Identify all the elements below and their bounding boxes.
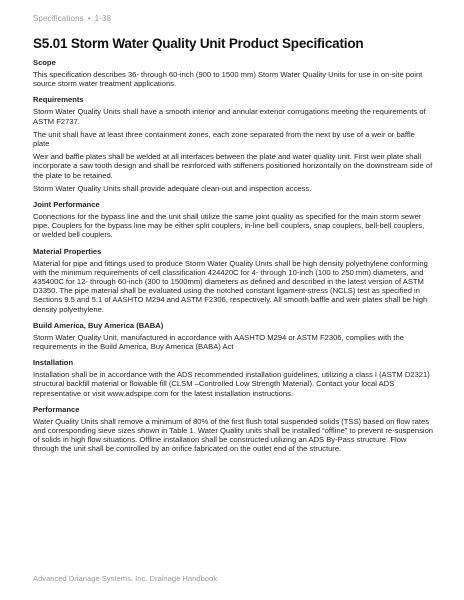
section-installation xyxy=(33,358,433,398)
paragraph: Installation shall be in accordance with the ADS recommended installation guidelines, utilizing a class I (ASTM D2321) structural backfill material or flowable fill (CLSM –Controlled Low Strength Material). Contact your local ADS representative or visit www.adspipe.com for the latest installation instructions. xyxy=(33,370,430,398)
section-heading: Scope xyxy=(33,58,56,67)
paragraph: The unit shall have at least three containment zones, each zone separated from the next by use of a weir or baffle plate xyxy=(33,129,415,149)
section-material-properties xyxy=(33,247,433,314)
header-section: Specifications xyxy=(33,14,84,23)
section-joint-performance xyxy=(33,200,433,240)
paragraph: Storm Water Quality Unit, manufactured in accordance with AASHTO M294 or ASTM F2306, complies with the requirements in the Build America, Buy America (BABA) Act xyxy=(33,332,404,352)
section-heading: Performance xyxy=(33,404,80,414)
paragraph: Water Quality Units shall remove a minimum of 80% of the first flush total suspended solids (TSS) based on flow rates and corresponding sieve sizes shown in Table 1. Water Quality units shall be installed “offline” to prevent re-suspension of solids in high flow situations. Offline installation shall be constructed utilizing an ADS By-Pass structure. Flow through the unit shall be controlled by an orifice fabricated on the outlet end of the structure. xyxy=(33,416,434,454)
page-title: S5.01 Storm Water Quality Unit Product Specification xyxy=(33,36,364,51)
paragraph: Material for pipe and fittings used to produce Storm Water Quality Units shall be high density polyethylene conforming with the minimum requirements of cell classification 424420C for 4- through 10-inch (100 to 250 mm) diameters, and 435400C for 12- through 60-inch (300 to 1500mm) diameters as defined and described in the latest version of ASTM D3350. The pipe material shall be evaluated using the notched constant ligament-stress (NCLS) test as specified in Sections 9.5 and 5.1 of AASHTO M294 and ASTM F2306, respectively. All smooth baffle and weir plates shall be high density polyethylene. xyxy=(33,258,428,314)
header-separator: • xyxy=(87,14,91,23)
paragraph: Connections for the bypass line and the unit shall utilize the same joint quality as specified for the main storm sewer pipe. Couplers for the bypass line may be either split couplers, in-line bell couplers, snap couplers, bell-bell couplers, or welded bell couplers. xyxy=(33,212,425,240)
section-heading: Requirements xyxy=(33,95,84,105)
section-heading: Joint Performance xyxy=(33,200,100,210)
section-heading: Build America, Buy America (BABA) xyxy=(33,320,164,330)
section-performance xyxy=(33,405,433,454)
spec-content xyxy=(33,58,433,461)
section-heading: Material Properties xyxy=(33,246,102,256)
section-baba xyxy=(33,321,433,351)
paragraph: Storm Water Quality Units shall have a smooth interior and annular exterior corrugations meeting the requirements of ASTM F2737. xyxy=(33,107,426,126)
paragraph: Storm Water Quality Units shall provide adequate clean-out and inspection access. xyxy=(33,183,312,193)
paragraph: This specification describes 36- through 60-inch (900 to 1500 mm) Storm Water Quality Units for use in on-site point source storm water treatment applications. xyxy=(33,70,423,89)
running-header xyxy=(33,14,111,23)
section-heading: Installation xyxy=(33,358,74,368)
paragraph: Weir and baffle plates shall be welded at all interfaces between the plate and water quality unit. First weir plate shall incorporate a saw tooth design and shall be reinforced with stiffeners positioned horizontally on the downstream side of the plate to be retained. xyxy=(33,152,433,180)
section-scope xyxy=(33,58,433,88)
section-requirements xyxy=(33,95,433,193)
header-page-number: 1-38 xyxy=(94,14,112,23)
running-footer: Advanced Drianage Systems, Inc. Drainage Handbook xyxy=(33,574,218,583)
